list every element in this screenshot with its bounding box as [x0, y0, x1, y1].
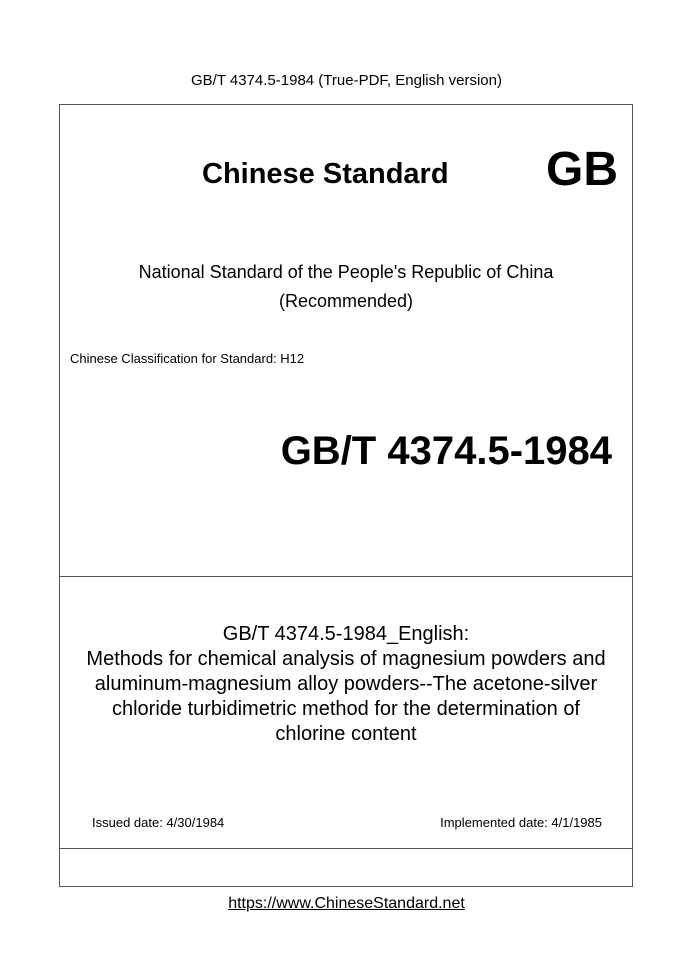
- cover-frame: [59, 104, 633, 887]
- document-title-line: aluminum-magnesium alloy powders--The acetone-silver: [94, 673, 598, 695]
- document-title-line: chloride turbidimetric method for the determination of: [111, 698, 580, 720]
- classification-text: Chinese Classification for Standard: H12: [70, 351, 305, 366]
- recommended-line: (Recommended): [278, 291, 414, 311]
- document-info-section: [60, 577, 632, 849]
- document-title: [60, 622, 632, 747]
- issued-date: Issued date: 4/30/1984: [92, 815, 225, 830]
- cover-top-section: [60, 105, 632, 577]
- page-header-title: GB/T 4374.5-1984 (True-PDF, English version): [191, 72, 502, 89]
- standard-number: GB/T 4374.5-1984: [280, 429, 612, 473]
- national-standard-block: [60, 258, 632, 316]
- document-title-line: Methods for chemical analysis of magnesium powders and: [86, 648, 606, 670]
- website-link[interactable]: https://www.ChineseStandard.net: [228, 895, 465, 912]
- document-title-line: chlorine content: [275, 723, 417, 745]
- document-title-line: GB/T 4374.5-1984_English:: [222, 623, 470, 645]
- gb-mark: GB: [546, 143, 618, 196]
- national-standard-line: National Standard of the People's Republic of China: [138, 262, 554, 282]
- standard-label: Chinese Standard: [202, 158, 449, 190]
- cover-bottom-section: [60, 849, 632, 886]
- implemented-date: Implemented date: 4/1/1985: [440, 815, 602, 830]
